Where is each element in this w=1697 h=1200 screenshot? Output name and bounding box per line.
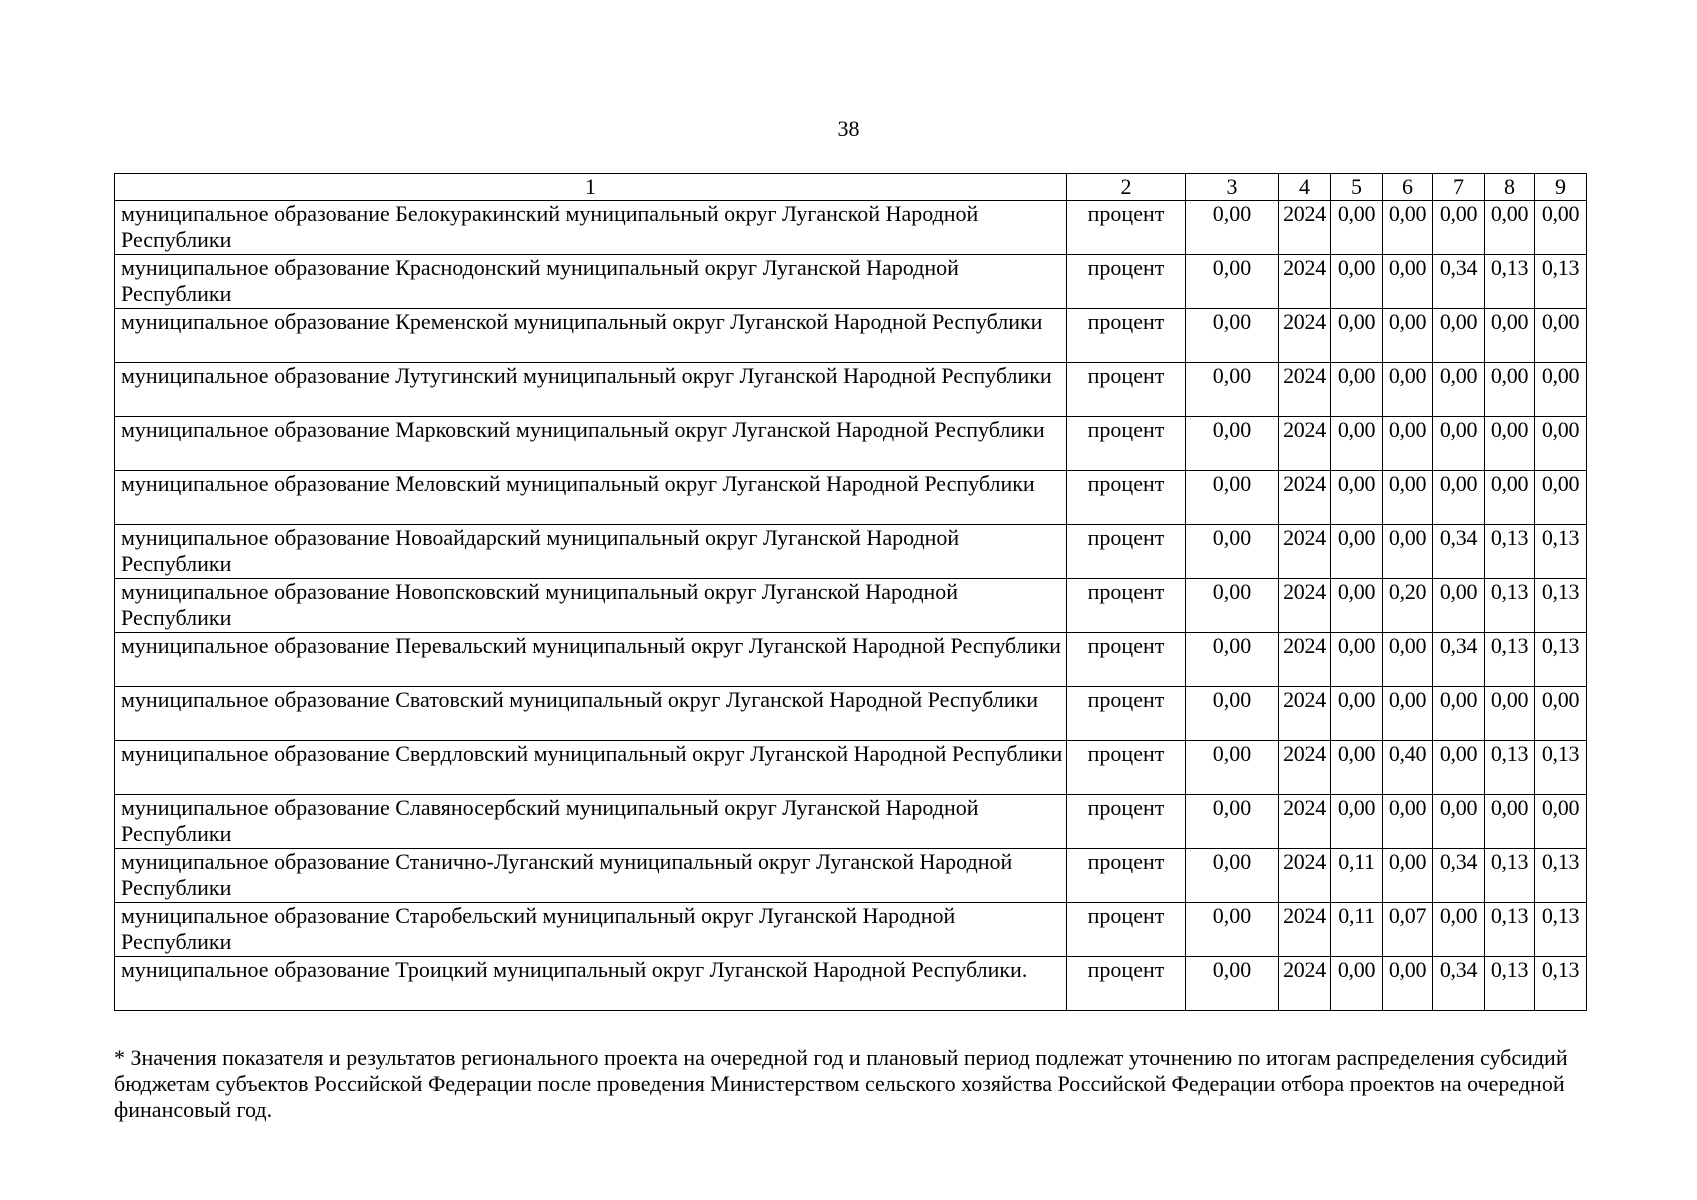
unit-cell: процент: [1067, 633, 1186, 687]
municipality-name-cell: муниципальное образование Станично-Луганский муниципальный округ Луганской Народной Республики: [115, 849, 1067, 903]
value-cell-8: 0,00: [1485, 687, 1535, 741]
value-cell-7: 0,34: [1433, 957, 1485, 1011]
base-value-cell: 0,00: [1186, 525, 1279, 579]
table-row: [115, 957, 1587, 1011]
value-cell-5: 0,00: [1331, 309, 1383, 363]
value-cell-9: 0,00: [1535, 795, 1587, 849]
value-cell-8: 0,00: [1485, 309, 1535, 363]
value-cell-9: 0,13: [1535, 633, 1587, 687]
value-cell-9: 0,00: [1535, 201, 1587, 255]
value-cell-9: 0,13: [1535, 957, 1587, 1011]
base-year-cell: 2024: [1279, 525, 1331, 579]
value-cell-9: 0,13: [1535, 579, 1587, 633]
base-value-cell: 0,00: [1186, 957, 1279, 1011]
base-year-cell: 2024: [1279, 201, 1331, 255]
value-cell-8: 0,00: [1485, 201, 1535, 255]
value-cell-5: 0,11: [1331, 849, 1383, 903]
value-cell-8: 0,13: [1485, 903, 1535, 957]
table-header: [115, 174, 1587, 201]
base-year-cell: 2024: [1279, 741, 1331, 795]
base-value-cell: 0,00: [1186, 903, 1279, 957]
column-header: 8: [1485, 174, 1535, 201]
table-body: [115, 201, 1587, 1011]
base-value-cell: 0,00: [1186, 363, 1279, 417]
column-header: 7: [1433, 174, 1485, 201]
value-cell-6: 0,00: [1383, 363, 1433, 417]
municipality-name-cell: муниципальное образование Старобельский муниципальный округ Луганской Народной Республики: [115, 903, 1067, 957]
value-cell-8: 0,13: [1485, 255, 1535, 309]
value-cell-9: 0,13: [1535, 525, 1587, 579]
base-value-cell: 0,00: [1186, 201, 1279, 255]
base-year-cell: 2024: [1279, 687, 1331, 741]
value-cell-8: 0,00: [1485, 471, 1535, 525]
municipality-name-cell: муниципальное образование Троицкий муниципальный округ Луганской Народной Республики.: [115, 957, 1067, 1011]
value-cell-5: 0,00: [1331, 957, 1383, 1011]
table-row: [115, 525, 1587, 579]
base-value-cell: 0,00: [1186, 849, 1279, 903]
value-cell-7: 0,00: [1433, 687, 1485, 741]
table-row: [115, 255, 1587, 309]
municipality-name-cell: муниципальное образование Новоайдарский муниципальный округ Луганской Народной Республики: [115, 525, 1067, 579]
table-row: [115, 741, 1587, 795]
column-header: 3: [1186, 174, 1279, 201]
value-cell-9: 0,00: [1535, 309, 1587, 363]
unit-cell: процент: [1067, 849, 1186, 903]
value-cell-6: 0,00: [1383, 957, 1433, 1011]
value-cell-7: 0,00: [1433, 579, 1485, 633]
table-row: [115, 849, 1587, 903]
base-value-cell: 0,00: [1186, 471, 1279, 525]
municipality-name-cell: муниципальное образование Свердловский муниципальный округ Луганской Народной Республики: [115, 741, 1067, 795]
municipality-name-cell: муниципальное образование Белокуракинский муниципальный округ Луганской Народной Республики: [115, 201, 1067, 255]
value-cell-6: 0,00: [1383, 525, 1433, 579]
value-cell-5: 0,00: [1331, 525, 1383, 579]
base-year-cell: 2024: [1279, 795, 1331, 849]
table-row: [115, 201, 1587, 255]
base-year-cell: 2024: [1279, 849, 1331, 903]
value-cell-8: 0,13: [1485, 741, 1535, 795]
value-cell-5: 0,00: [1331, 579, 1383, 633]
unit-cell: процент: [1067, 255, 1186, 309]
value-cell-8: 0,00: [1485, 363, 1535, 417]
value-cell-7: 0,34: [1433, 633, 1485, 687]
page-number: 38: [837, 116, 860, 141]
value-cell-6: 0,00: [1383, 417, 1433, 471]
footnote: * Значения показателя и результатов регионального проекта на очередной год и плановый период подлежат уточнению по итогам распределения субсидий бюджетам субъектов Российской Федерации после проведения Министерством сельского хозяйства Российской Федерации отбора проектов на очередной финансовый год.: [114, 1045, 1568, 1122]
unit-cell: процент: [1067, 471, 1186, 525]
unit-cell: процент: [1067, 687, 1186, 741]
municipality-name-cell: муниципальное образование Марковский муниципальный округ Луганской Народной Республики: [115, 417, 1067, 471]
value-cell-6: 0,20: [1383, 579, 1433, 633]
value-cell-8: 0,00: [1485, 417, 1535, 471]
base-year-cell: 2024: [1279, 417, 1331, 471]
value-cell-8: 0,13: [1485, 633, 1535, 687]
table-row: [115, 903, 1587, 957]
table-row: [115, 633, 1587, 687]
table-row: [115, 579, 1587, 633]
table-row: [115, 363, 1587, 417]
value-cell-7: 0,00: [1433, 741, 1485, 795]
value-cell-9: 0,00: [1535, 417, 1587, 471]
value-cell-9: 0,00: [1535, 687, 1587, 741]
base-year-cell: 2024: [1279, 363, 1331, 417]
base-value-cell: 0,00: [1186, 309, 1279, 363]
base-year-cell: 2024: [1279, 903, 1331, 957]
column-header: 2: [1067, 174, 1186, 201]
value-cell-9: 0,13: [1535, 849, 1587, 903]
column-header: 4: [1279, 174, 1331, 201]
value-cell-5: 0,00: [1331, 741, 1383, 795]
header-row: [115, 174, 1587, 201]
table-row: [115, 417, 1587, 471]
value-cell-6: 0,00: [1383, 201, 1433, 255]
unit-cell: процент: [1067, 741, 1186, 795]
table-row: [115, 795, 1587, 849]
value-cell-5: 0,00: [1331, 687, 1383, 741]
column-header: 6: [1383, 174, 1433, 201]
value-cell-5: 0,11: [1331, 903, 1383, 957]
value-cell-6: 0,00: [1383, 687, 1433, 741]
value-cell-9: 0,13: [1535, 741, 1587, 795]
value-cell-7: 0,34: [1433, 849, 1485, 903]
unit-cell: процент: [1067, 903, 1186, 957]
base-year-cell: 2024: [1279, 309, 1331, 363]
municipality-name-cell: муниципальное образование Перевальский муниципальный округ Луганской Народной Республики: [115, 633, 1067, 687]
value-cell-7: 0,00: [1433, 471, 1485, 525]
municipality-name-cell: муниципальное образование Лутугинский муниципальный округ Луганской Народной Республики: [115, 363, 1067, 417]
base-value-cell: 0,00: [1186, 579, 1279, 633]
column-header: 1: [115, 174, 1067, 201]
value-cell-6: 0,40: [1383, 741, 1433, 795]
value-cell-5: 0,00: [1331, 201, 1383, 255]
municipality-name-cell: муниципальное образование Меловский муниципальный округ Луганской Народной Республики: [115, 471, 1067, 525]
value-cell-6: 0,00: [1383, 849, 1433, 903]
municipality-name-cell: муниципальное образование Новопсковский муниципальный округ Луганской Народной Республики: [115, 579, 1067, 633]
column-header: 5: [1331, 174, 1383, 201]
value-cell-8: 0,13: [1485, 849, 1535, 903]
value-cell-6: 0,00: [1383, 255, 1433, 309]
value-cell-5: 0,00: [1331, 795, 1383, 849]
table-row: [115, 309, 1587, 363]
base-value-cell: 0,00: [1186, 741, 1279, 795]
value-cell-7: 0,00: [1433, 417, 1485, 471]
value-cell-9: 0,00: [1535, 471, 1587, 525]
base-year-cell: 2024: [1279, 957, 1331, 1011]
column-header: 9: [1535, 174, 1587, 201]
unit-cell: процент: [1067, 579, 1186, 633]
value-cell-7: 0,00: [1433, 309, 1485, 363]
value-cell-7: 0,34: [1433, 255, 1485, 309]
value-cell-8: 0,13: [1485, 957, 1535, 1011]
unit-cell: процент: [1067, 417, 1186, 471]
value-cell-8: 0,13: [1485, 525, 1535, 579]
base-value-cell: 0,00: [1186, 795, 1279, 849]
value-cell-9: 0,13: [1535, 255, 1587, 309]
municipality-name-cell: муниципальное образование Краснодонский муниципальный округ Луганской Народной Республики: [115, 255, 1067, 309]
value-cell-7: 0,00: [1433, 903, 1485, 957]
base-value-cell: 0,00: [1186, 633, 1279, 687]
base-value-cell: 0,00: [1186, 687, 1279, 741]
value-cell-7: 0,00: [1433, 795, 1485, 849]
unit-cell: процент: [1067, 363, 1186, 417]
unit-cell: процент: [1067, 957, 1186, 1011]
base-year-cell: 2024: [1279, 579, 1331, 633]
base-value-cell: 0,00: [1186, 417, 1279, 471]
value-cell-8: 0,00: [1485, 795, 1535, 849]
unit-cell: процент: [1067, 309, 1186, 363]
value-cell-7: 0,00: [1433, 363, 1485, 417]
indicator-table: [114, 173, 1587, 1011]
unit-cell: процент: [1067, 795, 1186, 849]
base-year-cell: 2024: [1279, 471, 1331, 525]
value-cell-6: 0,07: [1383, 903, 1433, 957]
value-cell-6: 0,00: [1383, 633, 1433, 687]
table-row: [115, 687, 1587, 741]
municipality-name-cell: муниципальное образование Славяносербский муниципальный округ Луганской Народной Республики: [115, 795, 1067, 849]
value-cell-9: 0,00: [1535, 363, 1587, 417]
value-cell-9: 0,13: [1535, 903, 1587, 957]
base-year-cell: 2024: [1279, 255, 1331, 309]
value-cell-5: 0,00: [1331, 417, 1383, 471]
value-cell-5: 0,00: [1331, 255, 1383, 309]
base-year-cell: 2024: [1279, 633, 1331, 687]
municipality-name-cell: муниципальное образование Сватовский муниципальный округ Луганской Народной Республики: [115, 687, 1067, 741]
value-cell-7: 0,34: [1433, 525, 1485, 579]
unit-cell: процент: [1067, 525, 1186, 579]
value-cell-5: 0,00: [1331, 471, 1383, 525]
base-value-cell: 0,00: [1186, 255, 1279, 309]
value-cell-5: 0,00: [1331, 633, 1383, 687]
table-row: [115, 471, 1587, 525]
municipality-name-cell: муниципальное образование Кременской муниципальный округ Луганской Народной Республики: [115, 309, 1067, 363]
value-cell-5: 0,00: [1331, 363, 1383, 417]
unit-cell: процент: [1067, 201, 1186, 255]
value-cell-6: 0,00: [1383, 309, 1433, 363]
value-cell-8: 0,13: [1485, 579, 1535, 633]
value-cell-6: 0,00: [1383, 795, 1433, 849]
value-cell-6: 0,00: [1383, 471, 1433, 525]
value-cell-7: 0,00: [1433, 201, 1485, 255]
